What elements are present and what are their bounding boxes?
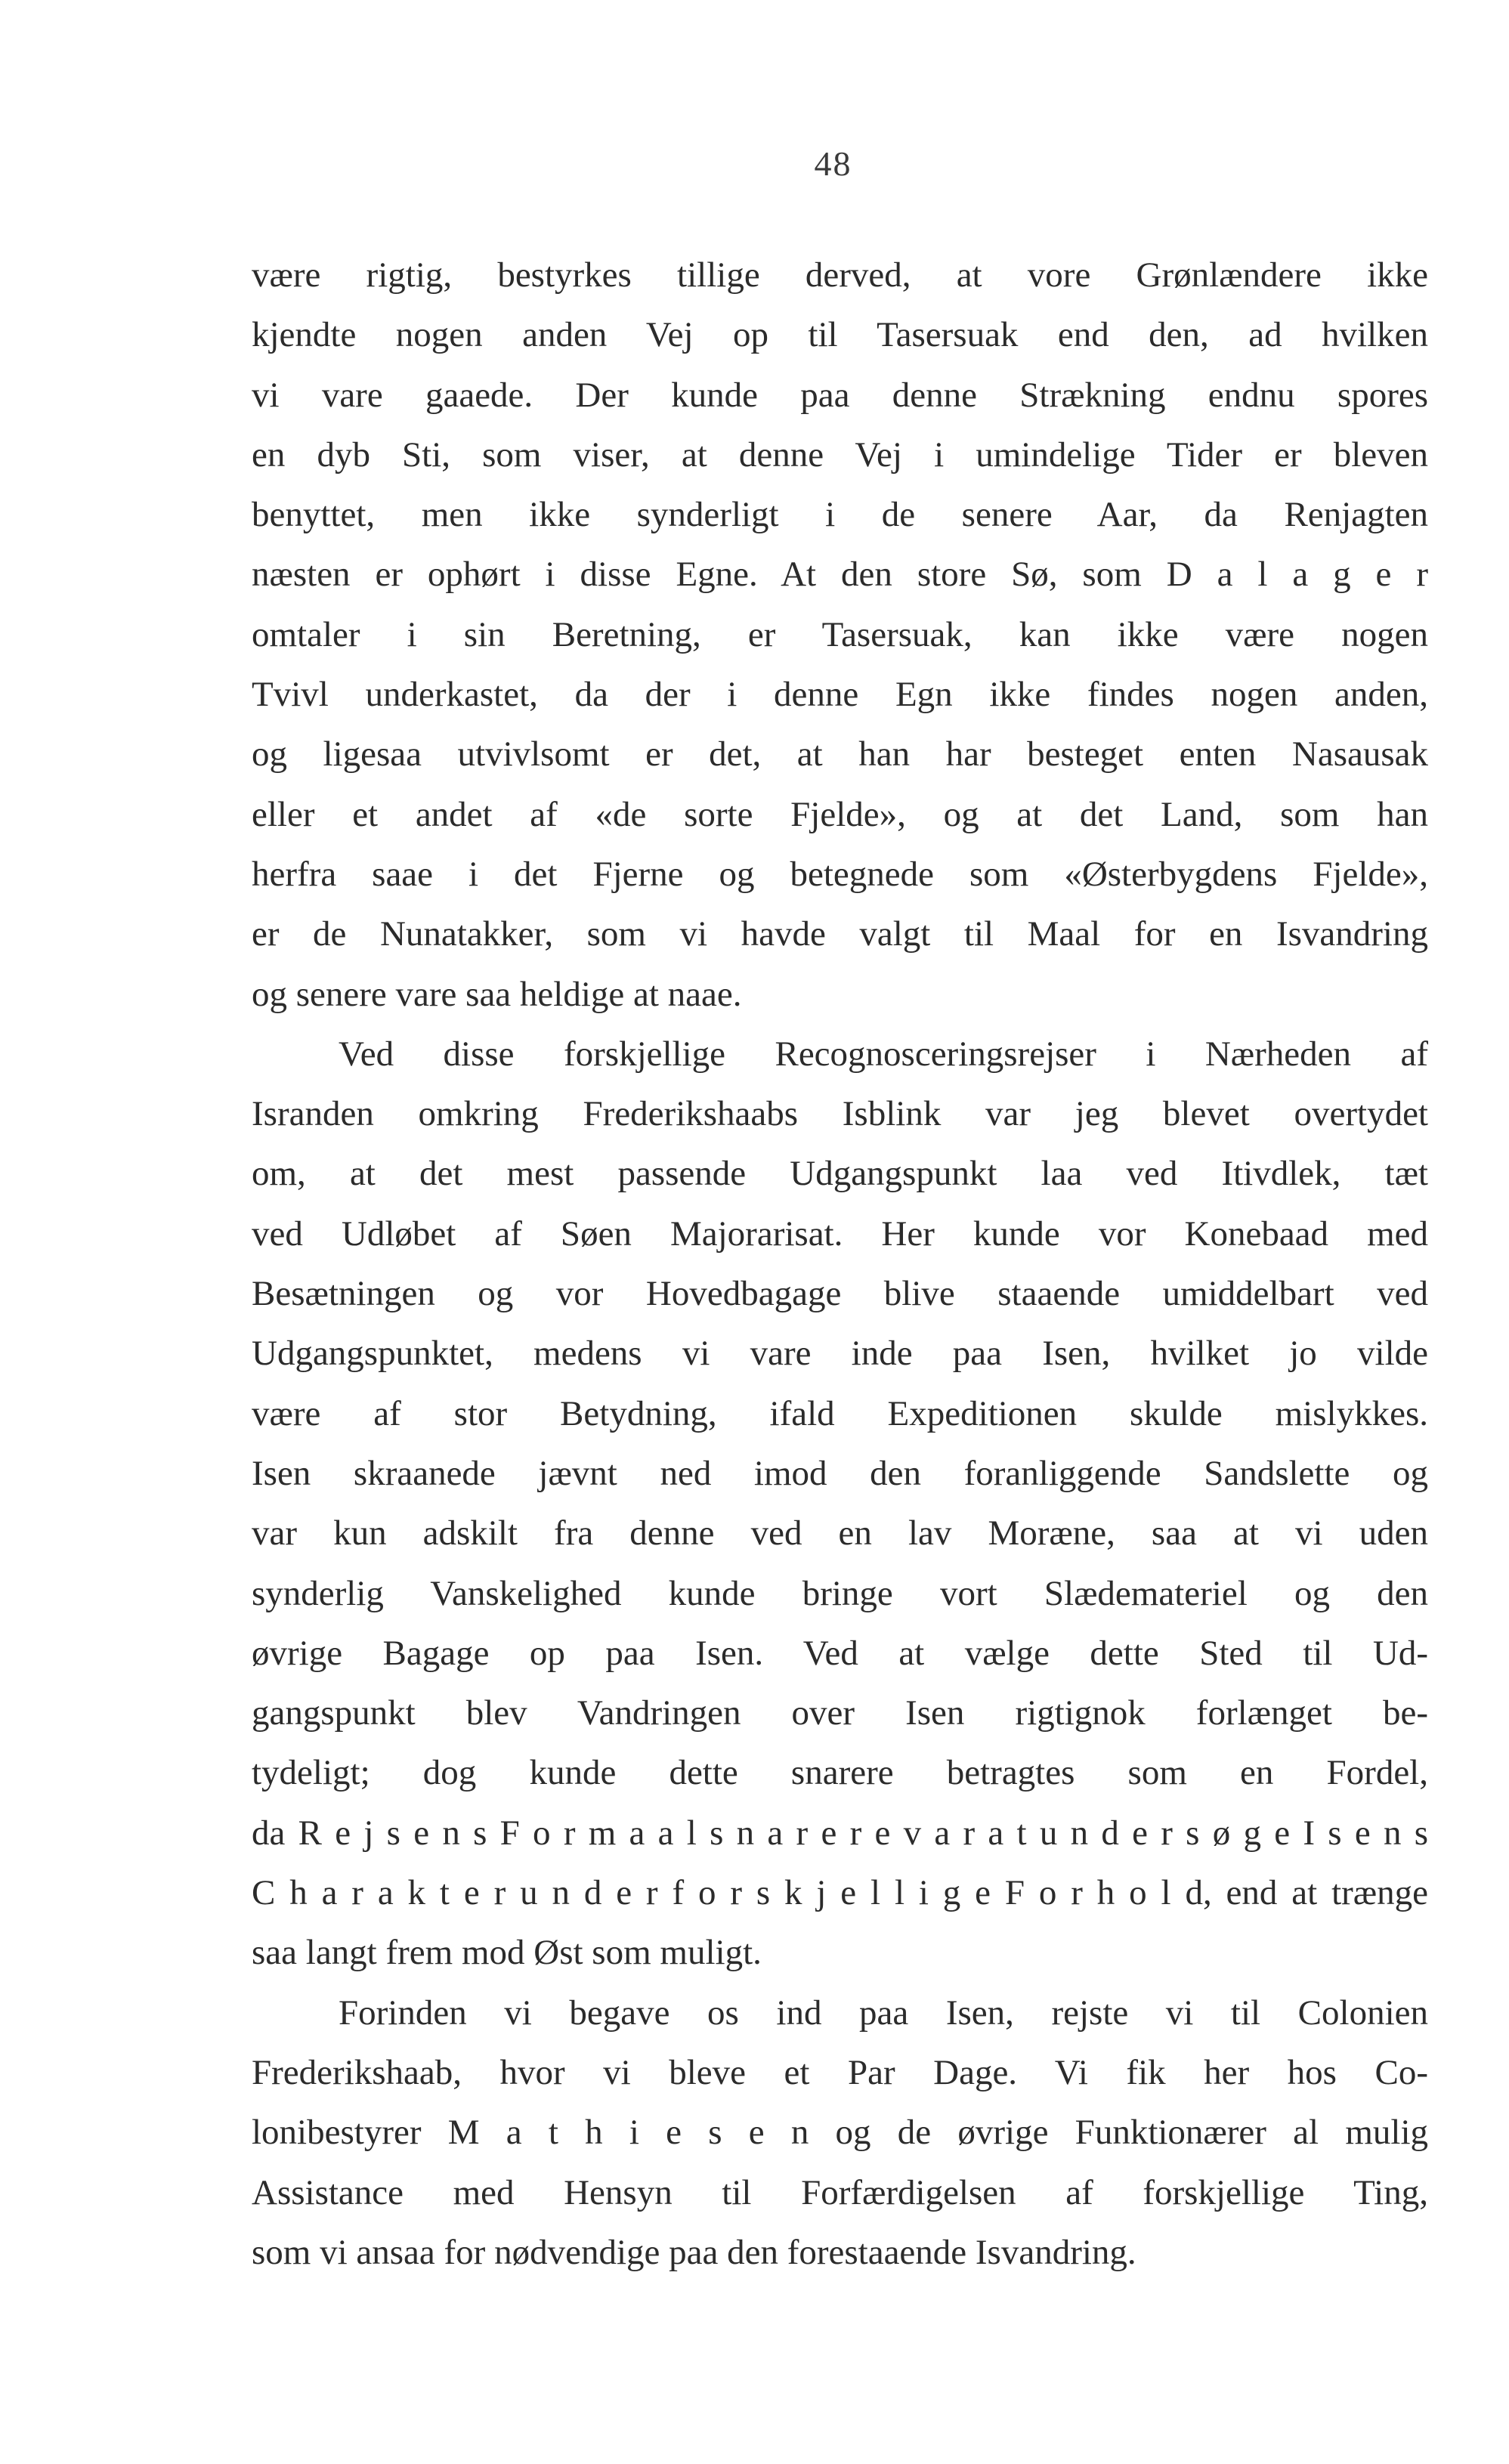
text-line: omtaler i sin Beretning, er Tasersuak, kan ikke være nogen (252, 614, 1428, 654)
text-line: saa langt frem mod Øst som muligt. (252, 1933, 762, 1973)
text-line: Tvivl underkastet, da der i denne Egn ikke findes nogen anden, (252, 675, 1428, 715)
text-line: vi vare gaaede. Der kunde paa denne Strækning endnu spores (252, 375, 1428, 415)
text-line: Assistance med Hensyn til Forfærdigelsen af forskjellige Ting, (252, 2172, 1428, 2212)
text-line: og senere vare saa heldige at naae. (252, 974, 742, 1014)
text-line: herfra saae i det Fjerne og betegnede som «Østerbygdens Fjelde», (252, 854, 1428, 894)
text-line: var kun adskilt fra denne ved en lav Moræne, saa at vi uden (252, 1513, 1428, 1554)
text-line: Frederikshaab, hvor vi bleve et Par Dage. Vi fik her hos Co- (252, 2052, 1428, 2092)
body-text (252, 246, 1428, 2283)
text-line: næsten er ophørt i disse Egne. At den store Sø, som D a l a g e r (252, 555, 1428, 595)
text-line: øvrige Bagage op paa Isen. Ved at vælge dette Sted til Ud- (252, 1633, 1428, 1673)
text-line: Isen skraanede jævnt ned imod den foranliggende Sandslette og (252, 1453, 1428, 1493)
text-line: Ved disse forskjellige Recognosceringsrejser i Nærheden af (339, 1034, 1428, 1074)
text-line: gangspunkt blev Vandringen over Isen rigtignok forlænget be- (252, 1693, 1428, 1733)
text-line: om, at det mest passende Udgangspunkt laa ved Itivdlek, tæt (252, 1154, 1428, 1194)
text-line: C h a r a k t e r u n d e r f o r s k j e l l i g e F o r h o l d, end at trænge (252, 1873, 1428, 1913)
text-line: som vi ansaa for nødvendige paa den forestaaende Isvandring. (252, 2232, 1136, 2272)
text-line: og ligesaa utvivlsomt er det, at han har besteget enten Nasausak (252, 734, 1428, 774)
text-line: lonibestyrer M a t h i e s e n og de øvrige Funktionærer al mulig (252, 2113, 1428, 2153)
text-line: er de Nunatakker, som vi havde valgt til Maal for en Isvandring (252, 914, 1428, 954)
text-line: være rigtig, bestyrkes tillige derved, at vore Grønlændere ikke (252, 255, 1428, 295)
text-line: kjendte nogen anden Vej op til Tasersuak end den, ad hvilken (252, 315, 1428, 355)
text-line: en dyb Sti, som viser, at denne Vej i umindelige Tider er bleven (252, 434, 1428, 475)
text-line: synderlig Vanskelighed kunde bringe vort Slædemateriel og den (252, 1573, 1428, 1613)
text-line: Isranden omkring Frederikshaabs Isblink var jeg blevet overtydet (252, 1094, 1428, 1134)
text-line: ved Udløbet af Søen Majorarisat. Her kunde vor Konebaad med (252, 1213, 1428, 1254)
text-line: Besætningen og vor Hovedbagage blive staaende umiddelbart ved (252, 1274, 1428, 1314)
text-line: benyttet, men ikke synderligt i de senere Aar, da Renjagten (252, 495, 1428, 535)
text-line: eller et andet af «de sorte Fjelde», og at det Land, som han (252, 794, 1428, 834)
text-line: Forinden vi begave os ind paa Isen, rejste vi til Colonien (339, 1993, 1428, 2033)
text-line: være af stor Betydning, ifald Expeditionen skulde mislykkes. (252, 1393, 1428, 1433)
text-line: da R e j s e n s F o r m a a l s n a r e r e v a r a t u n d e r s ø g e I s e n s (252, 1813, 1428, 1853)
page-number: 48 (814, 144, 852, 183)
text-line: Udgangspunktet, medens vi vare inde paa Isen, hvilket jo vilde (252, 1334, 1428, 1374)
text-line: tydeligt; dog kunde dette snarere betragtes som en Fordel, (252, 1753, 1428, 1793)
